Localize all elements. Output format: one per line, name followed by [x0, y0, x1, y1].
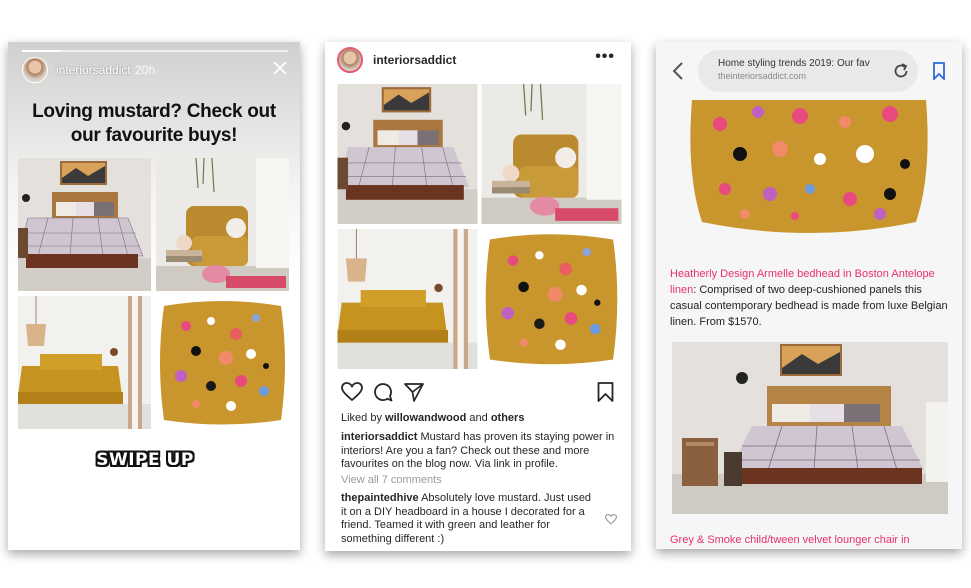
back-icon[interactable] — [672, 62, 684, 80]
post-likes — [341, 412, 524, 424]
share-icon[interactable] — [404, 382, 424, 402]
liked-by-others[interactable]: others — [490, 412, 525, 424]
small-heart-icon[interactable] — [605, 514, 617, 525]
story-photo-mustard-bed — [18, 296, 151, 429]
product-description-text: : Comprised of two deep-cushioned panels this casual contemporary bedhead is made from luxe Belgian linen. From $1570. — [670, 284, 948, 328]
page-title: Home styling trends 2019: Our fav — [718, 58, 870, 69]
bookmark-icon[interactable] — [597, 382, 614, 402]
comment-text: Absolutely love mustard. Just used it on a DIY headboard in a house I decorated for a friend. Teamed it with green and leather for something different :) — [341, 492, 592, 545]
page-domain: theinteriorsaddict.com — [718, 71, 807, 81]
story-photo-bedroom-linen — [18, 158, 151, 291]
caption-username[interactable]: interiorsaddict — [341, 431, 418, 443]
post-avatar[interactable] — [337, 47, 363, 73]
comment — [341, 492, 595, 546]
blog-browser — [656, 42, 962, 549]
post-photo-bedroom-linen — [337, 84, 478, 224]
caption-text: Mustard has proven its staying power in interiors! Are you a fan? Check out these and more favourites on the blog now. Via link in profile. — [341, 431, 615, 470]
post-photo-terrazzo-cushion — [481, 229, 622, 369]
comment-username[interactable]: thepaintedhive — [341, 492, 419, 504]
post-caption — [341, 431, 617, 472]
story-progress-bar — [22, 50, 288, 52]
blog-photo-terrazzo-pillow — [680, 94, 938, 254]
more-icon[interactable]: ••• — [595, 48, 615, 65]
post-username[interactable]: interiorsaddict — [373, 53, 457, 67]
post-photo-mustard-chair — [481, 84, 622, 224]
likes-prefix: Liked by — [341, 412, 382, 424]
likes-and: and — [469, 412, 488, 424]
story-photo-mustard-chair — [156, 158, 289, 291]
instagram-post — [325, 42, 631, 551]
reload-icon[interactable] — [892, 62, 910, 80]
product-link[interactable]: Heatherly Design Armelle bedhead in Boston Antelope linen — [670, 268, 935, 296]
instagram-story — [8, 42, 300, 550]
story-timestamp: 20h — [135, 63, 156, 77]
liked-by-user[interactable]: willowandwood — [385, 412, 467, 424]
view-all-comments-link[interactable]: View all 7 comments — [341, 474, 442, 486]
story-avatar[interactable] — [22, 57, 48, 83]
blog-product-description — [670, 266, 952, 330]
story-photo-terrazzo-cushion — [156, 296, 289, 429]
blog-photo-bedroom — [672, 342, 948, 514]
bookmark-icon[interactable] — [932, 62, 946, 80]
story-headline: Loving mustard? Check out our favourite buys! — [32, 101, 276, 146]
close-icon[interactable] — [272, 60, 288, 76]
swipe-up-button[interactable]: SWIPE UP — [96, 450, 194, 470]
next-product-link[interactable]: Grey & Smoke child/tween velvet lounger chair in — [670, 534, 910, 546]
comment-icon[interactable] — [373, 382, 393, 402]
story-username[interactable]: interiorsaddict — [56, 63, 131, 77]
heart-icon[interactable] — [341, 382, 363, 402]
post-photo-mustard-bed — [337, 229, 478, 369]
